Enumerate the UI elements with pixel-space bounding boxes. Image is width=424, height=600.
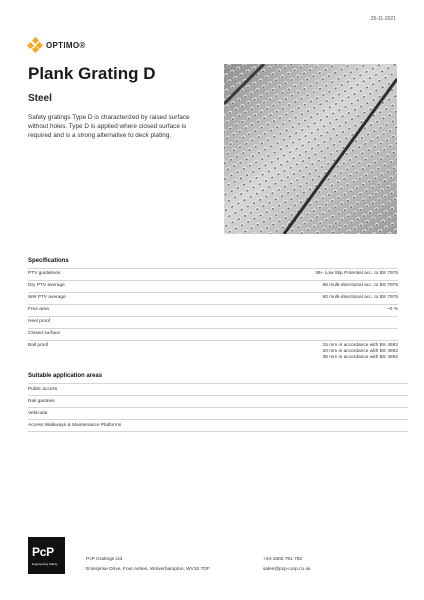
footer-address: Enterprise Drive, Four Ashes, Wolverhampton, WV10 7DF [86,567,210,572]
spec-label: Dry PTV average [28,281,144,293]
applications-heading: Suitable application areas [28,373,103,379]
spec-label: Free area [28,305,144,317]
application-item: Rail gantries [28,395,408,407]
applications-list [28,383,408,432]
spec-value: 36+ Low Slip Potential acc. to BS 7976 [144,269,398,281]
spec-row [28,305,398,317]
application-item: Access Walkways & Maintenance Platforms [28,419,408,432]
spec-row [28,281,398,293]
product-description: Safety gratings Type D is characterized by raised surface without holes. Type D is applied where closed surface is required and is a strong alternative to deck plating. [28,114,190,140]
spec-row [28,317,398,329]
spec-label: Wet PTV average [28,293,144,305]
spec-row [28,269,398,281]
application-item: Vehicular [28,407,408,419]
product-photo [224,64,397,234]
optimo-logo-mark-icon [28,38,42,52]
spec-row [28,329,398,341]
pcp-logo-tagline: Engineering Safety [32,562,58,566]
product-material: Steel [28,93,52,104]
optimo-logo [28,38,86,52]
footer-phone: +44-1902 791 792 [263,557,303,562]
spec-value: 86 multi-directional acc. to BS 7976 [144,281,398,293]
spec-label: Closed surface [28,329,144,341]
application-item: Public access [28,383,408,395]
spec-row [28,341,398,364]
footer-email: sales@pcp-corp.co.uk [263,567,311,572]
spec-value [144,317,398,329]
pcp-logo [28,537,65,574]
brand-name: OPTIMO® [46,40,86,50]
spec-label: PTV guidelines [28,269,144,281]
spec-value [144,329,398,341]
specifications-table [28,268,398,364]
pcp-logo-text: PcP [32,545,54,559]
product-title: Plank Grating D [28,64,156,83]
spec-label: Heel proof [28,317,144,329]
spec-label: Ball proof [28,341,144,364]
footer-contact-block [263,555,311,575]
spec-value: ~0 % [144,305,398,317]
footer-company: PcP Gratings Ltd [86,557,123,562]
spec-row [28,293,398,305]
spec-value: 60 multi-directional acc. to BS 7976 [144,293,398,305]
footer-company-block [86,555,210,575]
spec-value: 15 mm in accordance with BS 4592 20 mm in accordance with BS 4592 35 mm in accordance with BS 4592 [144,341,398,364]
specifications-heading: Specifications [28,258,69,264]
document-date: 25-11-2021 [370,16,396,22]
